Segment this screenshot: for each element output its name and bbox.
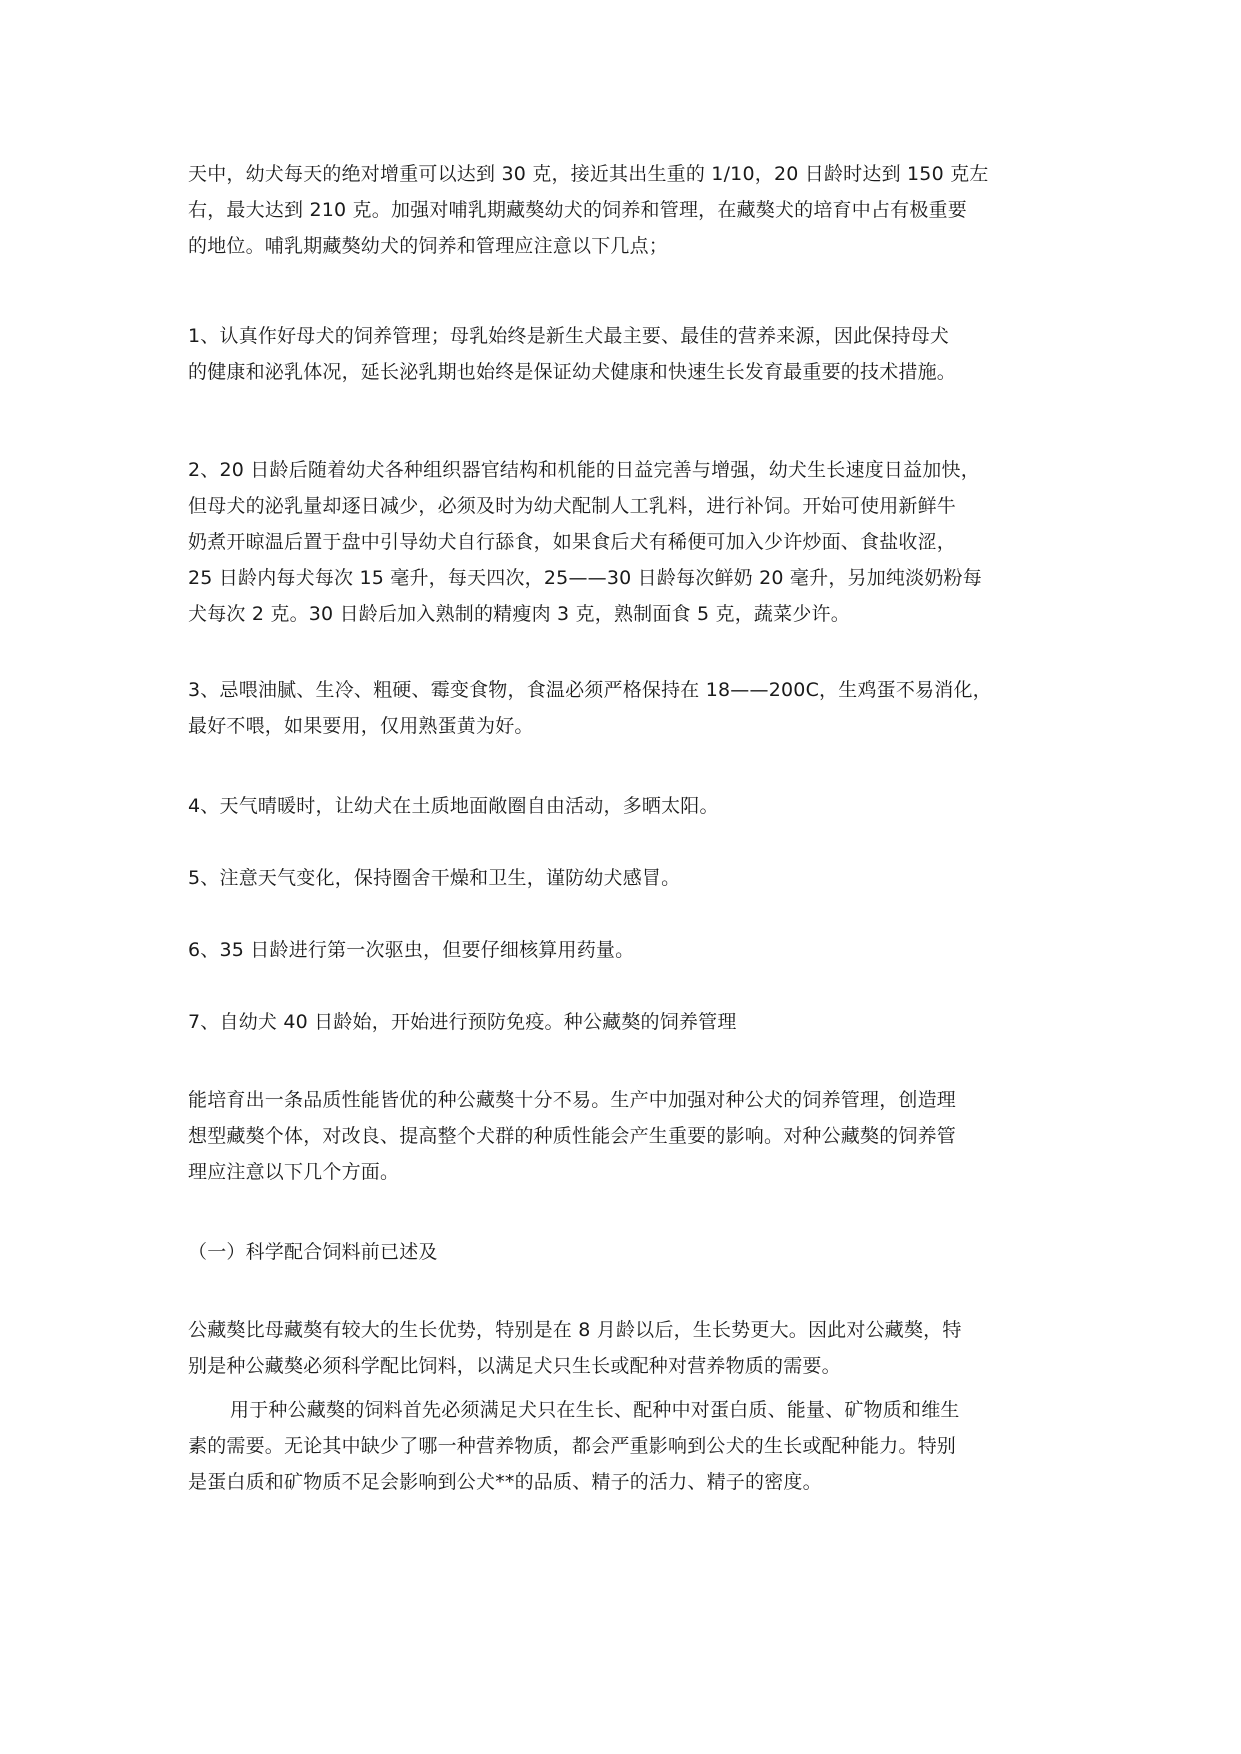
- paragraph-puppy-weight-gain: [188, 156, 1068, 264]
- section-heading-feed: [188, 1234, 1068, 1270]
- text-line: 用于种公藏獒的饲料首先必须满足犬只在生长、配种中对蛋白质、能量、矿物质和维生: [230, 1399, 960, 1421]
- text-line: 的健康和泌乳体况，延长泌乳期也始终是保证幼犬健康和快速生长发育最重要的技术措施。: [188, 361, 957, 383]
- paragraph-item-6: [188, 932, 1068, 968]
- paragraph-feed-requirements: [188, 1392, 1068, 1500]
- paragraph-item-1: [188, 318, 1068, 390]
- text-line: 犬每次 2 克。30 日龄后加入熟制的精瘦肉 3 克，熟制面食 5 克，蔬菜少许。: [188, 603, 850, 625]
- paragraph-item-7: [188, 1004, 1068, 1040]
- text-line: 的地位。哺乳期藏獒幼犬的饲养和管理应注意以下几点；: [188, 235, 669, 257]
- text-line: 右，最大达到 210 克。加强对哺乳期藏獒幼犬的饲养和管理，在藏獒犬的培育中占有极重要: [188, 199, 967, 221]
- text-line: 最好不喂，如果要用，仅用熟蛋黄为好。: [188, 715, 534, 737]
- paragraph-item-4: [188, 788, 1068, 824]
- text-line: 能培育出一条品质性能皆优的种公藏獒十分不易。生产中加强对种公犬的饲养管理，创造理: [188, 1089, 957, 1111]
- text-line: 1、认真作好母犬的饲养管理；母乳始终是新生犬最主要、最佳的营养来源，因此保持母犬: [188, 325, 950, 347]
- text-line: 但母犬的泌乳量却逐日减少，必须及时为幼犬配制人工乳料，进行补饲。开始可使用新鲜牛: [188, 495, 957, 517]
- text-line: 天中，幼犬每天的绝对增重可以达到 30 克，接近其出生重的 1/10，20 日龄时达到 150 克左: [188, 163, 989, 185]
- text-line: 6、35 日龄进行第一次驱虫，但要仔细核算用药量。: [188, 939, 635, 961]
- text-line: 25 日龄内每犬每次 15 毫升，每天四次，25——30 日龄每次鲜奶 20 毫升，另加纯淡奶粉每: [188, 567, 982, 589]
- paragraph-item-5: [188, 860, 1068, 896]
- text-line: 理应注意以下几个方面。: [188, 1161, 400, 1183]
- text-line: 2、20 日龄后随着幼犬各种组织器官结构和机能的日益完善与增强，幼犬生长速度日益加快，: [188, 459, 980, 481]
- text-line: 是蛋白质和矿物质不足会影响到公犬**的品质、精子的活力、精子的密度。: [188, 1471, 822, 1493]
- text-line: （一）科学配合饲料前已述及: [188, 1241, 438, 1263]
- text-line: 5、注意天气变化，保持圈舍干燥和卫生，谨防幼犬感冒。: [188, 867, 681, 889]
- text-line: 想型藏獒个体，对改良、提高整个犬群的种质性能会产生重要的影响。对种公藏獒的饲养管: [188, 1125, 957, 1147]
- text-line: 3、忌喂油腻、生冷、粗硬、霉变食物，食温必须严格保持在 18——200C，生鸡蛋不易消化，: [188, 679, 992, 701]
- paragraph-item-3: [188, 672, 1068, 744]
- text-line: 4、天气晴暖时，让幼犬在土质地面敞圈自由活动，多晒太阳。: [188, 795, 719, 817]
- text-line: 7、自幼犬 40 日龄始，开始进行预防免疫。种公藏獒的饲养管理: [188, 1011, 737, 1033]
- text-line: 素的需要。无论其中缺少了哪一种营养物质，都会严重影响到公犬的生长或配种能力。特别: [188, 1435, 957, 1457]
- text-line: 奶煮开晾温后置于盘中引导幼犬自行舔食，如果食后犬有稀便可加入少许炒面、食盐收涩，: [188, 531, 957, 553]
- paragraph-growth-advantage: [188, 1312, 1068, 1384]
- paragraph-item-2: [188, 452, 1068, 632]
- text-line: 公藏獒比母藏獒有较大的生长优势，特别是在 8 月龄以后，生长势更大。因此对公藏獒，特: [188, 1319, 962, 1341]
- text-line: 别是种公藏獒必须科学配比饲料，以满足犬只生长或配种对营养物质的需要。: [188, 1355, 841, 1377]
- paragraph-stud-dog-intro: [188, 1082, 1068, 1190]
